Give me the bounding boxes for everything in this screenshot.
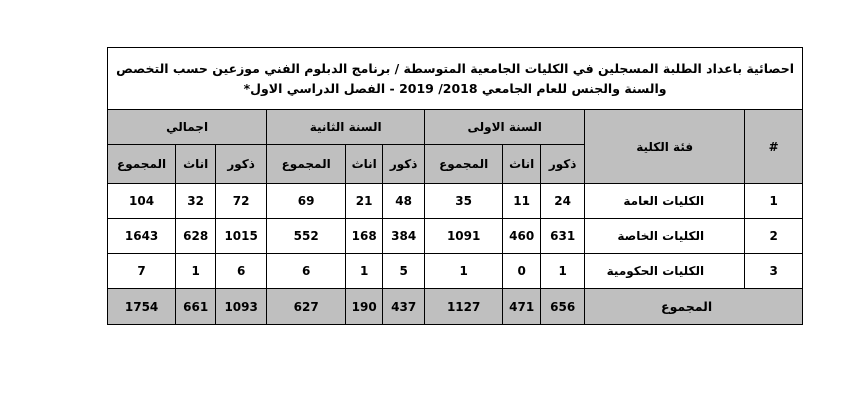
header-index: # [745,110,803,184]
cell-y2-sum: 552 [267,219,346,254]
total-all-sum: 1754 [108,289,176,325]
table-row [108,184,803,219]
row-category-name: الكليات الخاصة [585,219,745,254]
header-total-sum: المجموع [108,145,176,184]
total-y2-sum: 627 [267,289,346,325]
cell-y2-females: 21 [346,184,383,219]
header-y2-sum: المجموع [267,145,346,184]
cell-y1-females: 460 [503,219,541,254]
header-total-females: اناث [176,145,216,184]
header-row-groups [108,110,803,145]
row-index: 1 [745,184,803,219]
cell-y2-males: 384 [383,219,425,254]
header-y1-females: اناث [503,145,541,184]
header-total-males: ذكور [216,145,267,184]
total-y1-sum: 1127 [425,289,503,325]
cell-y1-sum: 1091 [425,219,503,254]
totals-row [108,289,803,325]
cell-y1-males: 24 [541,184,585,219]
cell-y1-sum: 1 [425,254,503,289]
header-y1-sum: المجموع [425,145,503,184]
header-y1-males: ذكور [541,145,585,184]
row-category-name: الكليات العامة [585,184,745,219]
cell-y2-sum: 6 [267,254,346,289]
cell-y2-females: 1 [346,254,383,289]
row-index: 3 [745,254,803,289]
cell-total-females: 628 [176,219,216,254]
totals-label: المجموع [585,289,803,325]
cell-y2-females: 168 [346,219,383,254]
cell-y2-sum: 69 [267,184,346,219]
total-y2-males: 437 [383,289,425,325]
cell-y1-females: 11 [503,184,541,219]
cell-total-males: 72 [216,184,267,219]
table-title: احصائية باعداد الطلبة المسجلين في الكليات الجامعية المتوسطة / برنامج الدبلوم الفني موزعين حسب التخصص والسنة والجنس للعام الجامعي 2018/ 2019 - الفصل الدراسي الاول* [108,48,803,110]
cell-total-sum: 7 [108,254,176,289]
title-row [108,48,803,110]
cell-y1-males: 631 [541,219,585,254]
header-total: اجمالي [108,110,267,145]
cell-y1-females: 0 [503,254,541,289]
table-row [108,254,803,289]
cell-y2-males: 48 [383,184,425,219]
total-y1-females: 471 [503,289,541,325]
total-y2-females: 190 [346,289,383,325]
cell-y1-males: 1 [541,254,585,289]
header-y2-females: اناث [346,145,383,184]
cell-total-sum: 1643 [108,219,176,254]
cell-y1-sum: 35 [425,184,503,219]
table-row [108,219,803,254]
row-category-name: الكليات الحكومية [585,254,745,289]
cell-y2-males: 5 [383,254,425,289]
total-y1-males: 656 [541,289,585,325]
cell-total-males: 6 [216,254,267,289]
cell-total-females: 32 [176,184,216,219]
cell-total-sum: 104 [108,184,176,219]
cell-total-males: 1015 [216,219,267,254]
statistics-table [107,47,803,325]
header-year2: السنة الثانية [267,110,425,145]
total-all-females: 661 [176,289,216,325]
row-index: 2 [745,219,803,254]
header-y2-males: ذكور [383,145,425,184]
cell-total-females: 1 [176,254,216,289]
header-category: فئة الكلية [585,110,745,184]
header-year1: السنة الاولى [425,110,585,145]
total-all-males: 1093 [216,289,267,325]
